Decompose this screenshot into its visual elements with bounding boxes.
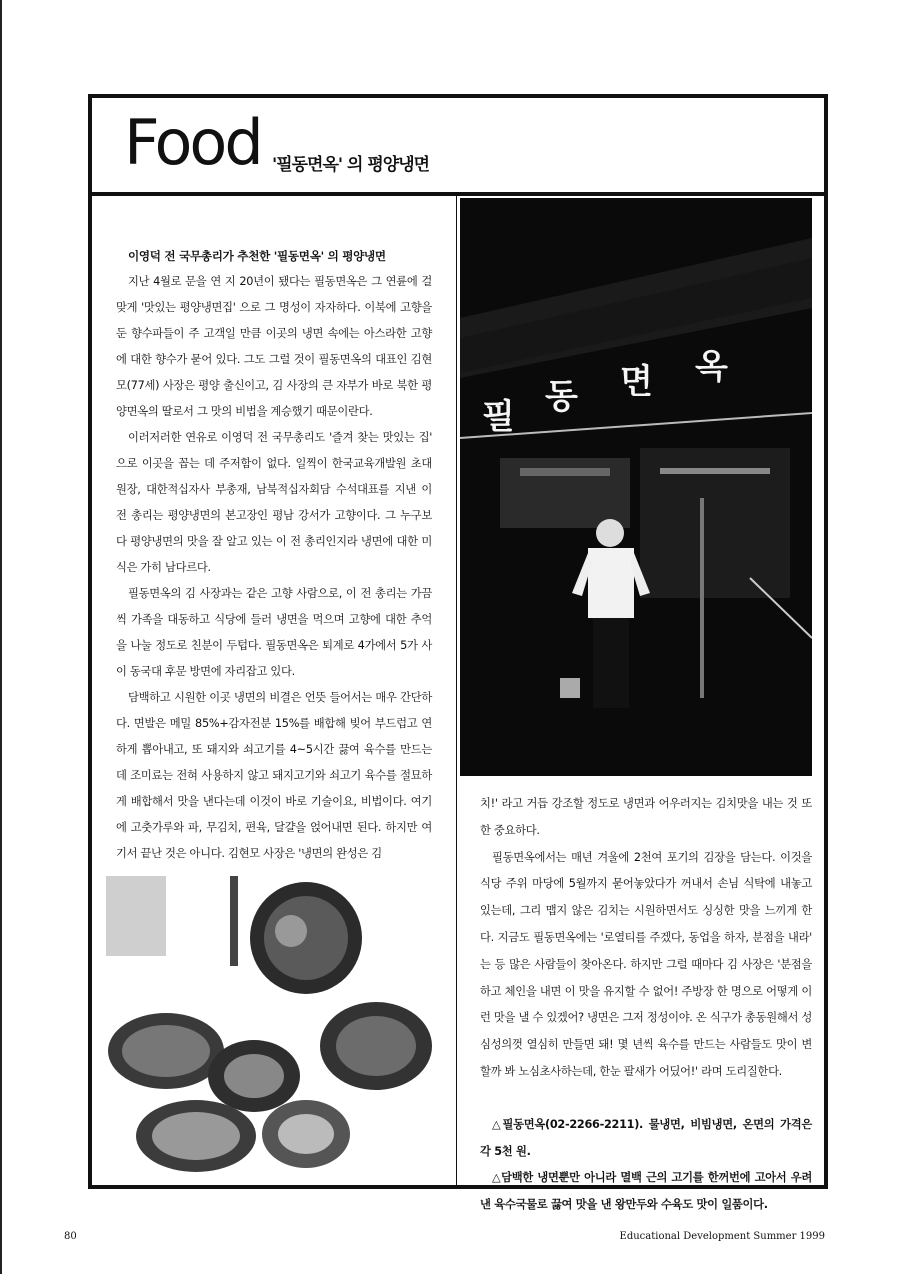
storefront-photo xyxy=(460,198,812,776)
sign-char: 동 xyxy=(545,377,578,417)
paragraph: 치!' 라고 거듭 강조할 정도로 냉면과 어우러지는 김치맛을 내는 것 또한 중요하다. xyxy=(480,797,812,837)
article-header xyxy=(92,98,824,196)
article-frame xyxy=(88,94,828,1212)
section-title: Food xyxy=(124,106,261,179)
food-photo-graphic xyxy=(106,876,440,1176)
info-note: △필동면옥(02-2266-2211). 물냉면, 비빔냉면, 온면의 가격은 각 5천 원. xyxy=(480,1117,812,1158)
left-column xyxy=(116,243,432,867)
article-headline: '필동면옥' 의 평양냉면 xyxy=(272,155,430,175)
sign-char: 면 xyxy=(620,362,653,402)
paragraph: 필동면옥에서는 매년 겨울에 2천여 포기의 김장을 담는다. 이것을 식당 주위 마당에 5월까지 묻어놓았다가 꺼내서 손님 식탁에 내놓고 있는데, 그리 맵지 않은 김치는 시원하면서도 싱싱한 맛을 느끼게 한다. 지금도 필동면옥에는 '로열티를 주겠다, 동업을 하자, 분점을 내라' 는 등 많은 사람들이 찾아온다. 하지만 그럴 때마다 김 사장은 '분점을 하고 체인을 내면 이 맛을 유지할 수 없어! 주방장 한 명으로 어떻게 이런 맛을 낼 수 있겠어? 냉면은 그저 정성이야. 온 식구가 총동원해서 성심성의껏 열심히 만들면 돼! 몇 년씩 육수를 만드는 사람들도 맛이 변할까 봐 노심초사하는데, 한눈 팔새가 어딨어!' 라며 도리질한다. xyxy=(480,850,812,1078)
paragraph: 이러저러한 연유로 이영덕 전 국무총리도 '즐겨 찾는 맛있는 집' 으로 이곳을 꼽는 데 주저함이 없다. 일찍이 한국교육개발원 초대원장, 대한적십자사 부총재, 남북적십자회담 수석대표를 지낸 이 전 총리는 평양냉면의 본고장인 평남 강서가 고향이다. 그 누구보다 평양냉면의 맛을 잘 알고 있는 이 전 총리인지라 냉면에 대한 미식은 가히 남다르다. xyxy=(116,431,432,574)
publication-footer: Educational Development Summer 1999 xyxy=(619,1231,825,1242)
paragraph: 담백하고 시원한 이곳 냉면의 비결은 언뜻 들어서는 매우 간단하다. 면발은 메밀 85%+감자전분 15%를 배합해 빚어 부드럽고 연하게 뽑아내고, 또 돼지와 쇠고기를 4~5시간 끓여 육수를 만드는데 조미료는 전혀 사용하지 않고 돼지고기와 쇠고기 육수를 절묘하게 배합해서 맛을 낸다는데 이것이 바로 기술이요, 비법이다. 여기에 고춧가루와 파, 무김치, 편육, 달걀을 얹어내면 된다. 하지만 여기서 끝난 것은 아니다. 김현모 사장은 '냉면의 완성은 김 xyxy=(116,691,432,860)
article-lede: 이영덕 전 국무총리가 추천한 '필동면옥' 의 평양냉면 xyxy=(128,249,386,263)
page-number: 80 xyxy=(64,1231,77,1242)
sign-char: 필 xyxy=(482,397,515,437)
paragraph: 지난 4월로 문을 연 지 20년이 됐다는 필동면옥은 그 연륜에 걸맞게 '맛있는 평양냉면집' 으로 그 명성이 자자하다. 이북에 고향을 둔 향수파들이 주 고객일 만큼 이곳의 냉면 속에는 아스라한 고향에 대한 향수가 묻어 있다. 그도 그럴 것이 필동면옥의 대표인 김현모(77세) 사장은 평양 출신이고, 김 사장의 큰 자부가 바로 북한 평양면옥의 딸로서 그 맛의 비법을 계승했기 때문이란다. xyxy=(116,275,432,418)
paragraph: 필동면옥의 김 사장과는 같은 고향 사람으로, 이 전 총리는 가끔씩 가족을 대동하고 식당에 들러 냉면을 먹으며 고향에 대한 추억을 나눌 정도로 친분이 두텁다. 필동면옥은 퇴계로 4가에서 5가 사이 동국대 후문 방면에 자리잡고 있다. xyxy=(116,587,432,678)
right-column xyxy=(480,791,812,1219)
info-note: △담백한 냉면뿐만 아니라 멸백 근의 고기를 한꺼번에 고아서 우려낸 육수국물로 끓여 맛을 낸 왕만두와 수육도 맛이 일품이다. xyxy=(480,1171,812,1212)
page-edge xyxy=(0,0,2,1274)
sign-char: 옥 xyxy=(695,347,728,387)
storefront-photo-graphic xyxy=(460,198,812,776)
food-photo xyxy=(106,876,440,1176)
column-divider xyxy=(456,196,457,1185)
spacer xyxy=(480,1086,812,1112)
